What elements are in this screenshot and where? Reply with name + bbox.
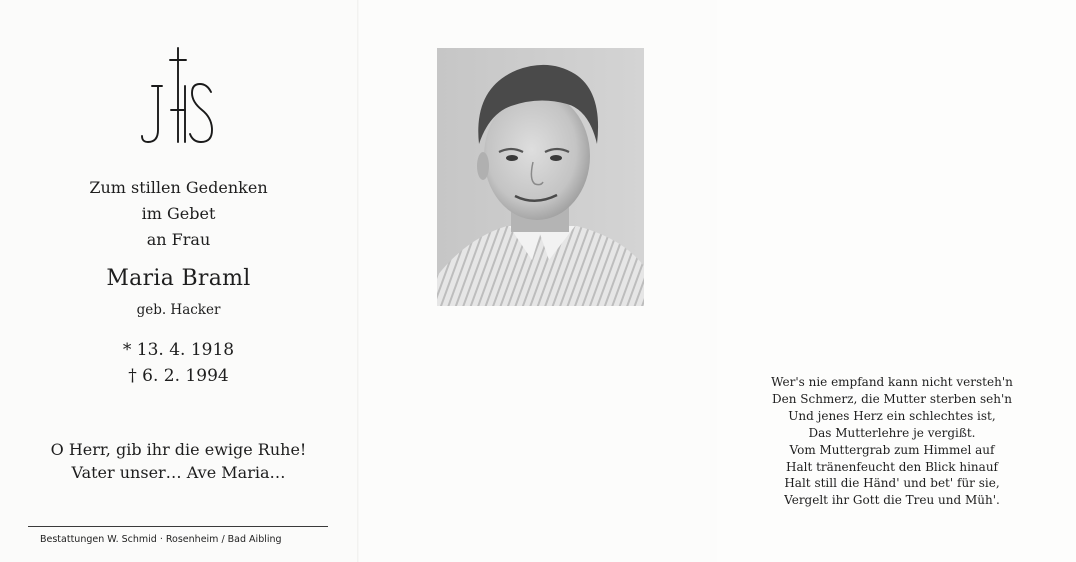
intro-line: Zum stillen Gedenken — [89, 178, 268, 197]
poem-line: Halt still die Händ' und bet' für sie, — [784, 476, 1000, 491]
poem-line: Wer's nie empfand kann nicht versteh'n — [771, 375, 1013, 389]
footer-divider — [28, 526, 328, 527]
poem-line: Vergelt ihr Gott die Treu und Müh'. — [784, 493, 1000, 508]
poem-line: Das Mutterlehre je vergißt. — [808, 425, 976, 440]
memorial-poem — [718, 374, 1076, 509]
maiden-name: geb. Hacker — [136, 302, 221, 318]
intro-line: im Gebet — [141, 204, 216, 223]
portrait-photo — [437, 48, 644, 306]
prayer-line: O Herr, gib ihr die ewige Ruhe! — [50, 440, 307, 459]
funeral-home-footer: Bestattungen W. Schmid · Rosenheim / Bad Aibling — [40, 534, 282, 545]
poem-line: Den Schmerz, die Mutter sterben seh'n — [771, 391, 1012, 406]
death-date: † 6. 2. 1994 — [128, 366, 229, 386]
prayer-line: Vater unser… Ave Maria… — [71, 463, 286, 482]
poem-line: Und jenes Herz ein schlechtes ist, — [788, 408, 996, 423]
intro-line: an Frau — [146, 230, 211, 249]
deceased-name: Maria Braml — [106, 266, 251, 291]
birth-date: * 13. 4. 1918 — [122, 340, 235, 360]
ihs-cross-icon — [140, 46, 216, 148]
poem-line: Vom Muttergrab zum Himmel auf — [789, 442, 995, 457]
left-panel — [0, 0, 359, 562]
poem-line: Halt tränenfeucht den Blick hinauf — [786, 459, 998, 474]
